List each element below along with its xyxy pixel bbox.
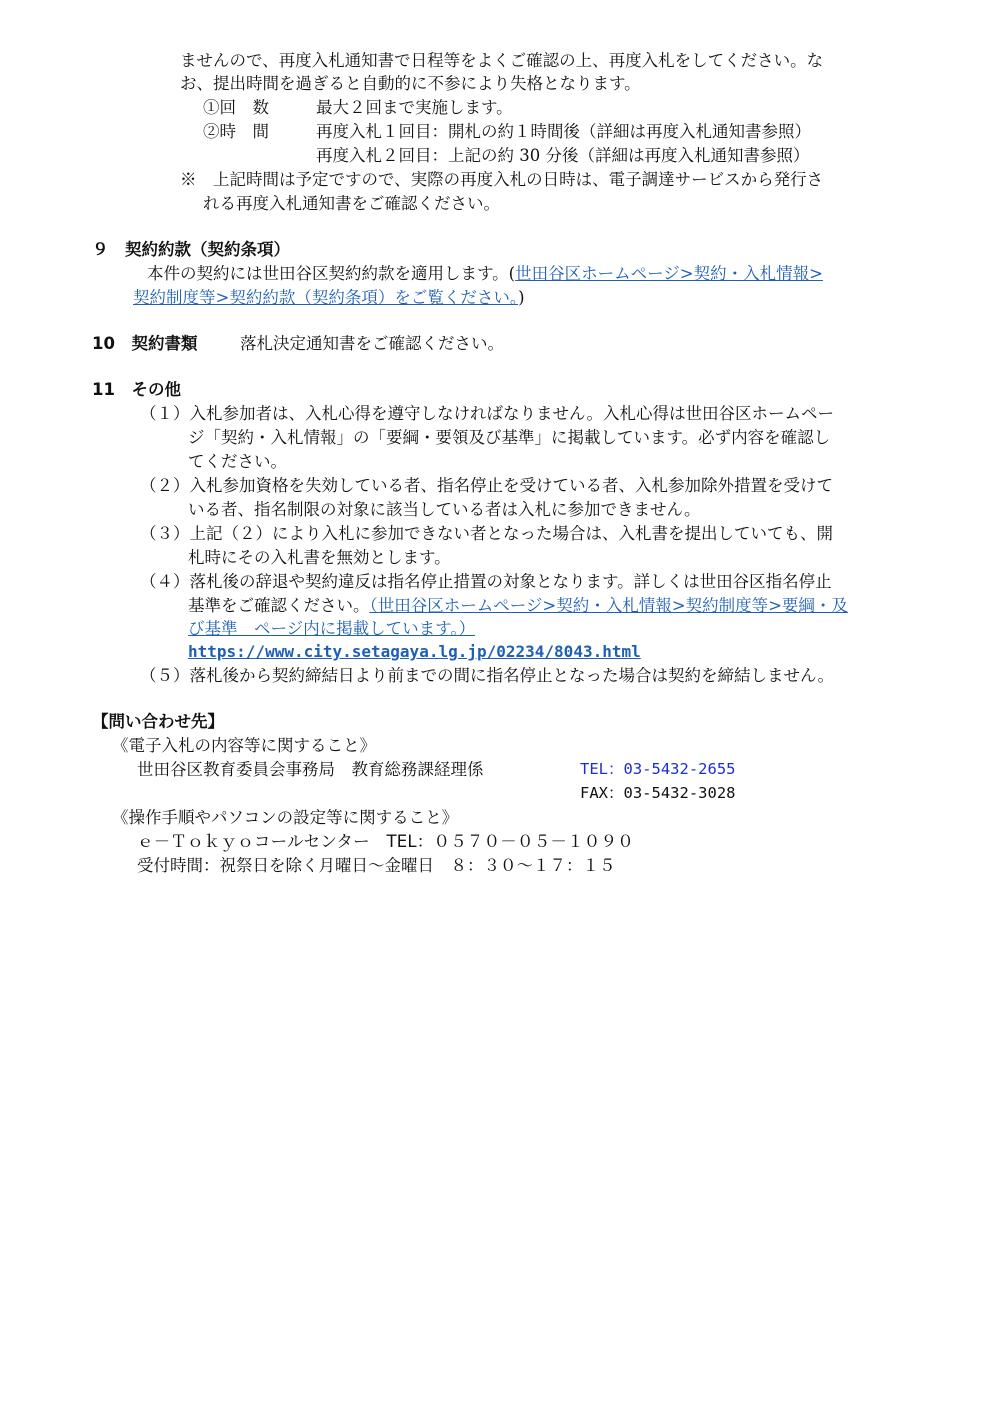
contact-hours: 受付時間：祝祭日を除く月曜日～金曜日 ８：３０～１７：１５ bbox=[137, 856, 616, 875]
section-9-link-line-1[interactable]: 世田谷区ホームページ>契約・入札情報> bbox=[515, 264, 823, 283]
section-11-item-4-url-link[interactable]: https://www.city.setagaya.lg.jp/02234/8043.html bbox=[188, 642, 641, 661]
retender-count-label: ①回 数 bbox=[203, 98, 269, 117]
section-11-item-4-link-line-1[interactable]: （世田谷区ホームページ>契約・入札情報>契約制度等>要綱・及 bbox=[369, 596, 848, 615]
contact-heading: 【問い合わせ先】 bbox=[92, 712, 224, 731]
section-11-item-3-line-2: 札時にその入札書を無効とします。 bbox=[188, 548, 451, 567]
retender-time-value-2: 再度入札２回目：上記の約 30 分後（詳細は再度入札通知書参照） bbox=[316, 146, 810, 165]
retender-time-label: ②時 間 bbox=[203, 122, 269, 141]
section-9-link-line-2[interactable]: 契約制度等>契約約款（契約条項）をご覧ください。 bbox=[133, 288, 519, 307]
retender-text-line-1: ませんので、再度入札通知書で日程等をよくご確認の上、再度入札をしてください。な bbox=[180, 51, 824, 70]
contact-subheading-operation: 《操作手順やパソコンの設定等に関すること》 bbox=[112, 808, 459, 827]
section-11-item-1-line-3: てください。 bbox=[188, 452, 287, 471]
section-11-item-5: （５）落札後から契約締結日より前までの間に指名停止となった場合は契約を締結しません。 bbox=[140, 666, 834, 685]
contact-subheading-bidding: 《電子入札の内容等に関すること》 bbox=[112, 736, 376, 755]
contact-call-center: ｅ－Ｔｏｋｙｏコールセンター TEL：０５７０－０５－１０９０ bbox=[137, 832, 634, 851]
section-11-item-3-line-1: （３）上記（２）により入札に参加できない者となった場合は、入札書を提出していても、開 bbox=[140, 524, 833, 543]
contact-office: 世田谷区教育委員会事務局 教育総務課経理係 bbox=[137, 760, 484, 779]
retender-note-line-1: ※ 上記時間は予定ですので、実際の再度入札の日時は、電子調達サービスから発行さ bbox=[180, 170, 824, 189]
section-10-text: 落札決定通知書をご確認ください。 bbox=[240, 334, 504, 353]
section-9-text-line-2 bbox=[133, 286, 525, 309]
retender-note-line-2: れる再度入札通知書をご確認ください。 bbox=[203, 194, 500, 213]
section-11-heading: 11 その他 bbox=[92, 380, 181, 399]
section-9-heading: ９ 契約約款（契約条項） bbox=[92, 240, 290, 259]
retender-text-line-2: お、提出時間を過ぎると自動的に不参により失格となります。 bbox=[180, 74, 641, 93]
section-11-item-4-line-3 bbox=[188, 617, 475, 640]
section-9-text bbox=[147, 262, 823, 285]
section-11-item-4-line-1: （４）落札後の辞退や契約違反は指名停止措置の対象となります。詳しくは世田谷区指名停止 bbox=[140, 572, 832, 591]
section-11-item-4-link-line-2[interactable]: び基準 ページ内に掲載しています。） bbox=[188, 619, 476, 638]
contact-fax: FAX：03-5432-3028 bbox=[580, 784, 736, 802]
section-11-item-1-line-2: ジ「契約・入札情報」の「要綱・要領及び基準」に掲載しています。必ず内容を確認し bbox=[188, 428, 831, 447]
contact-tel-link[interactable]: TEL：03-5432-2655 bbox=[580, 760, 736, 778]
section-9-text-prefix: 本件の契約には世田谷区契約約款を適用します。( bbox=[147, 264, 516, 283]
retender-time-value-1: 再度入札１回目：開札の約１時間後（詳細は再度入札通知書参照） bbox=[316, 122, 811, 141]
section-11-item-2-line-2: いる者、指名制限の対象に該当している者は入札に参加できません。 bbox=[188, 500, 701, 519]
section-10-heading: 10 契約書類 bbox=[92, 334, 198, 353]
section-11-item-4-text: 基準をご確認ください。 bbox=[188, 596, 370, 615]
section-11-item-4-line-2 bbox=[188, 594, 848, 617]
retender-count-value: 最大２回まで実施します。 bbox=[316, 98, 513, 117]
section-9-suffix: ) bbox=[518, 288, 525, 307]
section-11-item-1-line-1: （１）入札参加者は、入札心得を遵守しなければなりません。入札心得は世田谷区ホームペー bbox=[140, 404, 834, 423]
section-11-item-2-line-1: （２）入札参加資格を失効している者、指名停止を受けている者、入札参加除外措置を受けて bbox=[140, 476, 833, 495]
